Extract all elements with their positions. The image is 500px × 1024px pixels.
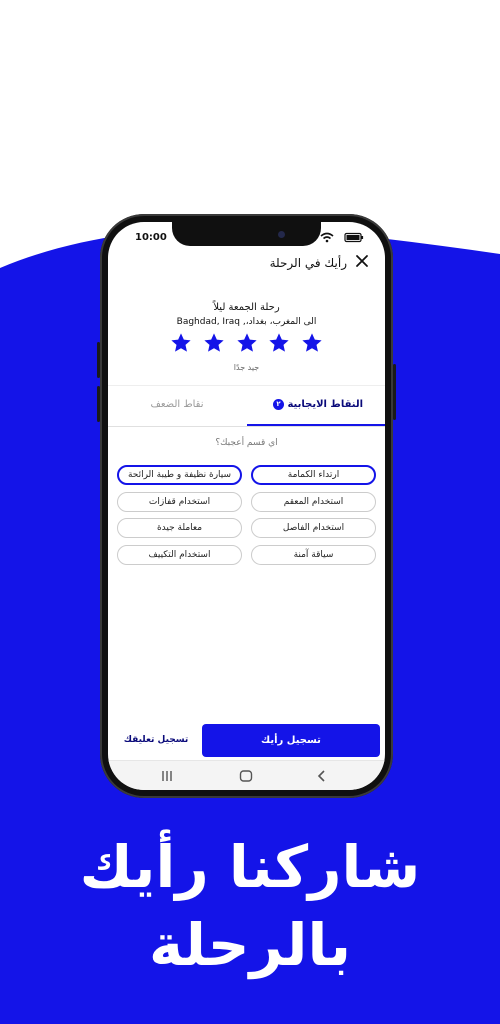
recents-icon[interactable]: [158, 767, 176, 785]
phone-mockup: [100, 214, 393, 798]
tab-weak-points[interactable]: [108, 386, 246, 426]
rating-label: جيد جدًا: [233, 363, 260, 372]
front-camera: [278, 231, 285, 238]
tab-label: النقاط الايجابية: [287, 399, 364, 410]
power-button: [393, 364, 396, 420]
trip-name: رحلة الجمعة ليلاً: [213, 302, 280, 313]
option-chip[interactable]: استخدام التكييف: [117, 545, 242, 565]
submit-feedback-button[interactable]: تسجيل رأيك: [202, 724, 380, 757]
star-icon[interactable]: [301, 332, 323, 354]
close-icon[interactable]: [353, 252, 371, 270]
android-nav-bar: [108, 760, 385, 790]
star-icon[interactable]: [268, 332, 290, 354]
option-chip[interactable]: استخدام الفاصل: [251, 518, 376, 538]
star-icon[interactable]: [170, 332, 192, 354]
tab-positive-points[interactable]: [247, 386, 385, 426]
phone-screen: [108, 222, 385, 790]
notch: [172, 222, 321, 246]
status-time: 10:00: [135, 232, 167, 243]
star-rating: [170, 332, 323, 358]
option-chip[interactable]: استخدام المعقم: [251, 492, 376, 512]
promo-headline: بالرحلة: [148, 911, 352, 979]
page-title: رأيك في الرحلة: [269, 256, 347, 270]
status-icons: [319, 231, 365, 243]
option-chip[interactable]: ارتداء الكمامة: [251, 465, 376, 485]
volume-button: [97, 342, 100, 378]
trip-route: الى المغرب، بغداد،, Baghdad, Iraq: [176, 317, 317, 327]
option-chip[interactable]: سياقة آمنة: [251, 545, 376, 565]
option-chip[interactable]: معاملة جيدة: [117, 518, 242, 538]
add-comment-button[interactable]: تسجيل تعليقك: [123, 735, 189, 745]
action-bar: [108, 724, 385, 760]
home-icon[interactable]: [237, 767, 255, 785]
tab-label: نقاط الضعف: [150, 399, 204, 410]
volume-button: [97, 386, 100, 422]
star-icon[interactable]: [236, 332, 258, 354]
option-chip[interactable]: سيارة نظيفة و طيبة الرائحة: [117, 465, 242, 485]
back-icon[interactable]: [313, 767, 331, 785]
star-icon[interactable]: [203, 332, 225, 354]
question-label: اي قسم أعجبك؟: [215, 438, 278, 448]
feedback-tabs: [108, 385, 385, 427]
promo-headline: شاركنا رأيك: [79, 833, 421, 901]
option-chip[interactable]: استخدام قفازات: [117, 492, 242, 512]
battery-icon: [345, 234, 363, 242]
wifi-icon: [321, 234, 333, 243]
count-badge: ٢: [273, 399, 284, 410]
